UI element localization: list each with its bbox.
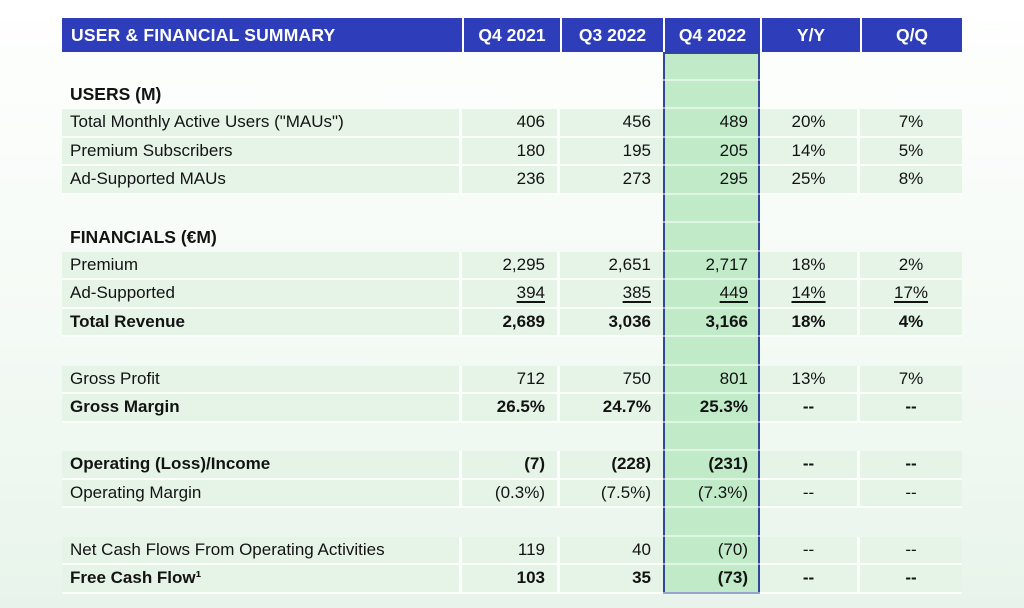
cell-value: 2,689 [462, 309, 560, 338]
cell-value: 2,295 [462, 252, 560, 281]
financial-summary-table [62, 18, 962, 594]
cell-value-highlight: (231) [663, 451, 760, 480]
table-row-net-cash-flows [62, 537, 962, 566]
table-row-gross-margin [62, 394, 962, 423]
cell-value: 712 [462, 366, 560, 395]
table-row-total-maus [62, 109, 962, 138]
cell-value: 35 [560, 565, 663, 594]
cell-value: 13% [760, 366, 860, 395]
cell-value: -- [860, 451, 962, 480]
cell-value: -- [860, 480, 962, 509]
cell-value-highlight: 2,717 [663, 252, 760, 281]
cell-value: -- [760, 480, 860, 509]
spacer-row [62, 423, 962, 452]
cell-value-highlight: (7.3%) [663, 480, 760, 509]
cell-value: 24.7% [560, 394, 663, 423]
spacer-row [62, 52, 962, 81]
row-label: Premium [62, 252, 462, 281]
spacer-row [62, 337, 962, 366]
row-label: Premium Subscribers [62, 138, 462, 167]
cell-value: 5% [860, 138, 962, 167]
cell-value: 180 [462, 138, 560, 167]
cell-value-highlight: (70) [663, 537, 760, 566]
cell-value: (228) [560, 451, 663, 480]
cell-value: 14% [760, 280, 860, 309]
cell-value: 103 [462, 565, 560, 594]
cell-value: -- [860, 394, 962, 423]
cell-value: 18% [760, 252, 860, 281]
spacer-row [62, 195, 962, 224]
row-label: Ad-Supported MAUs [62, 166, 462, 195]
section-row-financials [62, 223, 962, 252]
table-row-premium-subscribers [62, 138, 962, 167]
cell-value: (7.5%) [560, 480, 663, 509]
column-header-q4-2021: Q4 2021 [462, 18, 560, 52]
cell-value: 406 [462, 109, 560, 138]
cell-value: 236 [462, 166, 560, 195]
cell-value: (7) [462, 451, 560, 480]
table-row-free-cash-flow [62, 565, 962, 594]
row-label: Free Cash Flow¹ [62, 565, 462, 594]
cell-value: 26.5% [462, 394, 560, 423]
cell-value: 14% [760, 138, 860, 167]
section-row-users [62, 81, 962, 110]
cell-value: 7% [860, 109, 962, 138]
row-label: Total Revenue [62, 309, 462, 338]
row-label: Net Cash Flows From Operating Activities [62, 537, 462, 566]
cell-value: -- [860, 565, 962, 594]
row-label: Operating (Loss)/Income [62, 451, 462, 480]
cell-value: 3,036 [560, 309, 663, 338]
table-header-row [62, 18, 962, 52]
cell-value: 8% [860, 166, 962, 195]
row-label: Gross Margin [62, 394, 462, 423]
cell-value: 17% [860, 280, 962, 309]
cell-value: -- [760, 537, 860, 566]
column-header-q3-2022: Q3 2022 [560, 18, 663, 52]
cell-value: 385 [560, 280, 663, 309]
column-header-q4-2022: Q4 2022 [663, 18, 760, 52]
table-row-operating-loss-income [62, 451, 962, 480]
row-label: Operating Margin [62, 480, 462, 509]
cell-value: -- [760, 565, 860, 594]
cell-value: 40 [560, 537, 663, 566]
cell-value-highlight: 205 [663, 138, 760, 167]
cell-value-highlight: 295 [663, 166, 760, 195]
cell-value: (0.3%) [462, 480, 560, 509]
table-row-ad-supported-revenue [62, 280, 962, 309]
cell-value-highlight: 25.3% [663, 394, 760, 423]
row-label: Total Monthly Active Users ("MAUs") [62, 109, 462, 138]
cell-value: 18% [760, 309, 860, 338]
cell-value: 2,651 [560, 252, 663, 281]
cell-value: -- [760, 394, 860, 423]
cell-value: 7% [860, 366, 962, 395]
cell-value: 20% [760, 109, 860, 138]
spacer-row [62, 508, 962, 537]
column-header-qq: Q/Q [860, 18, 962, 52]
table-row-premium-revenue [62, 252, 962, 281]
cell-value: 119 [462, 537, 560, 566]
column-header-yy: Y/Y [760, 18, 860, 52]
table-row-total-revenue [62, 309, 962, 338]
cell-value-highlight: 3,166 [663, 309, 760, 338]
table-row-operating-margin [62, 480, 962, 509]
cell-value: 4% [860, 309, 962, 338]
cell-value: 195 [560, 138, 663, 167]
cell-value-highlight: 449 [663, 280, 760, 309]
section-label: USERS (M) [70, 84, 162, 105]
table-row-ad-supported-maus [62, 166, 962, 195]
cell-value-highlight: (73) [663, 565, 760, 594]
table-title: USER & FINANCIAL SUMMARY [71, 24, 336, 45]
cell-value: 273 [560, 166, 663, 195]
cell-value-highlight: 489 [663, 109, 760, 138]
cell-value: 750 [560, 366, 663, 395]
cell-value: -- [860, 537, 962, 566]
cell-value: 394 [462, 280, 560, 309]
section-label: FINANCIALS (€M) [70, 226, 217, 247]
row-label: Ad-Supported [62, 280, 462, 309]
table-row-gross-profit [62, 366, 962, 395]
cell-value: 2% [860, 252, 962, 281]
cell-value: 456 [560, 109, 663, 138]
cell-value: -- [760, 451, 860, 480]
cell-value-highlight: 801 [663, 366, 760, 395]
row-label: Gross Profit [62, 366, 462, 395]
cell-value: 25% [760, 166, 860, 195]
